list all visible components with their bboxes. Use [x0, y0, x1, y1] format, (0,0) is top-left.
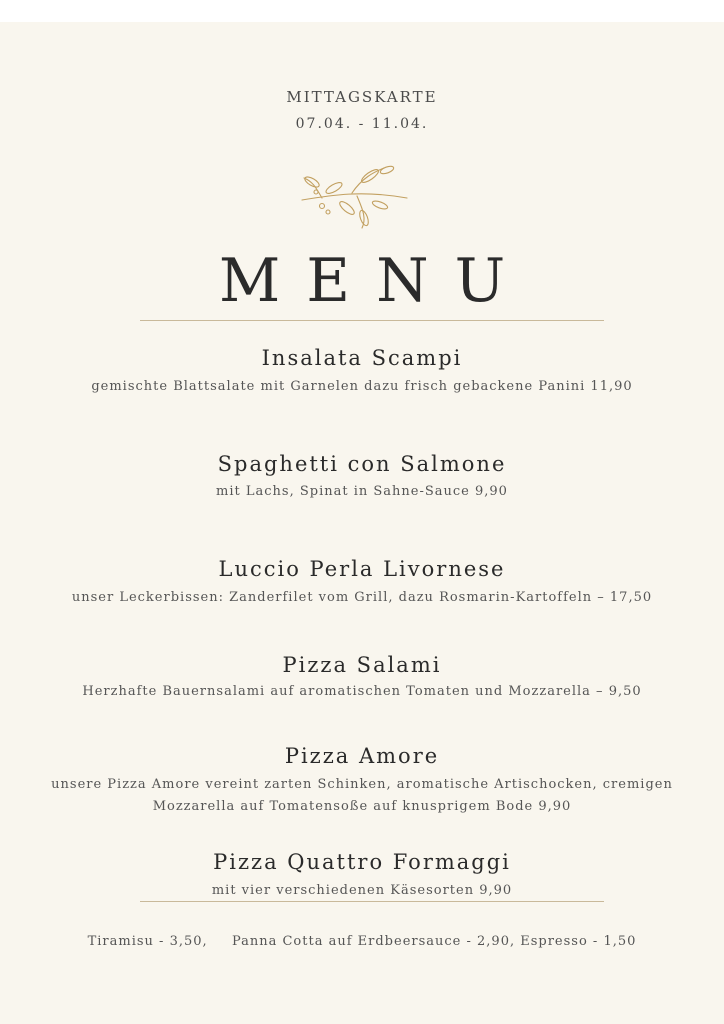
menu-card	[0, 22, 724, 1024]
dish-name: Luccio Perla Livornese	[218, 557, 506, 581]
menu-dates: 07.04. - 11.04.	[295, 116, 429, 132]
dish-description: Mozzarella auf Tomatensoße auf knusprigem Bode 9,90	[152, 799, 572, 814]
dish-description: mit Lachs, Spinat in Sahne-Sauce 9,90	[216, 484, 508, 499]
top-divider	[140, 320, 604, 321]
leaf-sprig-icon	[292, 160, 412, 230]
dish-name: Pizza Salami	[282, 653, 442, 677]
dessert-item: Tiramisu - 3,50,	[87, 934, 208, 949]
dish-description: mit vier verschiedenen Käsesorten 9,90	[211, 883, 513, 898]
dish-name: Pizza Quattro Formaggi	[213, 850, 511, 874]
dish-name: Pizza Amore	[284, 744, 440, 768]
bottom-divider	[140, 901, 604, 902]
dessert-item: Panna Cotta auf Erdbeersauce - 2,90, Espresso - 1,50	[231, 934, 637, 949]
dish-name: Spaghetti con Salmone	[217, 452, 507, 476]
dish-description: unser Leckerbissen: Zanderfilet vom Grill, dazu Rosmarin-Kartoffeln – 17,50	[71, 590, 653, 605]
menu-label: MITTAGSKARTE	[286, 88, 438, 106]
dessert-line	[0, 934, 724, 949]
dish-name: Insalata Scampi	[261, 346, 463, 370]
dish-description: gemischte Blattsalate mit Garnelen dazu frisch gebackene Panini 11,90	[91, 379, 633, 394]
menu-title: MENU	[218, 246, 532, 316]
dish-description: Herzhafte Bauernsalami auf aromatischen Tomaten und Mozzarella – 9,50	[82, 684, 642, 699]
dish-description: unsere Pizza Amore vereint zarten Schinken, aromatische Artischocken, cremigen	[51, 777, 673, 792]
